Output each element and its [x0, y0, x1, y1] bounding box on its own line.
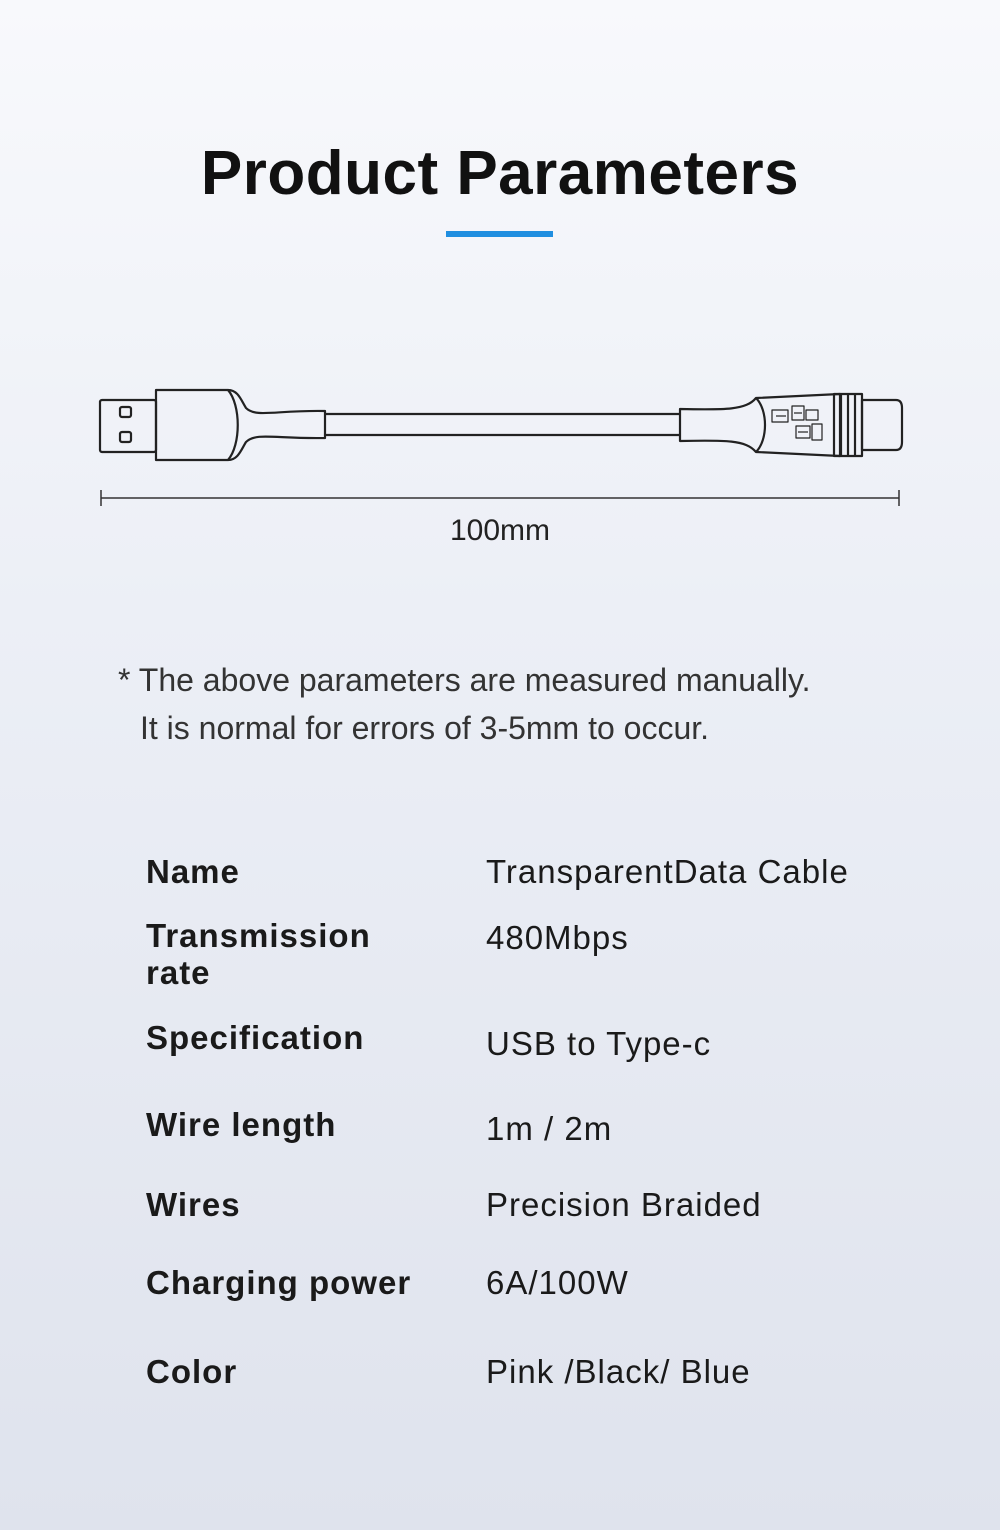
page-title: Product Parameters [200, 139, 800, 208]
type-c-connector-icon [680, 394, 902, 456]
spec-value: 1m / 2m [486, 1110, 613, 1147]
spec-label: Wires [146, 1186, 241, 1223]
spec-value: Precision Braided [486, 1186, 762, 1223]
measurement-note [118, 656, 811, 752]
dimension-line [100, 488, 900, 508]
spec-label: Charging power [146, 1264, 412, 1301]
dimension-label: 100mm [449, 514, 551, 547]
spec-value: 480Mbps [486, 919, 629, 956]
spec-label: Name [146, 853, 240, 890]
spec-label: Transmission rate [146, 917, 371, 991]
spec-label: Specification [146, 1019, 365, 1056]
title-underline [446, 231, 553, 237]
spec-value: 6A/100W [486, 1264, 629, 1301]
spec-label: Color [146, 1353, 238, 1390]
usb-a-connector-icon [100, 390, 325, 460]
spec-value: TransparentData Cable [486, 853, 849, 890]
note-line-1: * The above parameters are measured manually. [118, 662, 811, 698]
cable-illustration [96, 380, 906, 470]
spec-label: Wire length [146, 1106, 337, 1143]
note-line-2: It is normal for errors of 3-5mm to occur. [140, 710, 710, 746]
spec-value: Pink /Black/ Blue [486, 1353, 751, 1390]
spec-value: USB to Type-c [486, 1025, 712, 1062]
